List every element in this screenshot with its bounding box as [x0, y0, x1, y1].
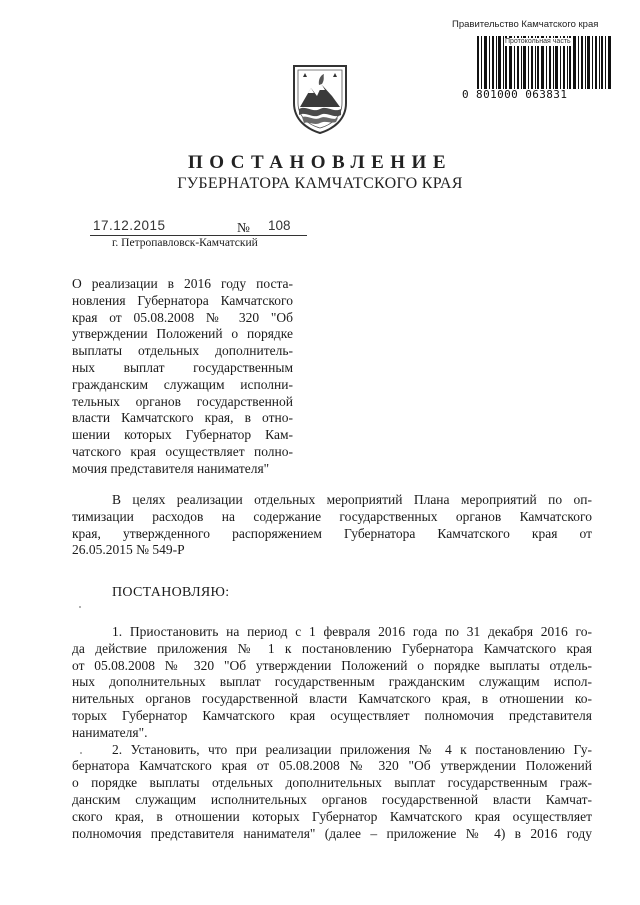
item-line: нительных органов государственной власти Камчатского края, в отношении ко-: [72, 691, 592, 707]
preamble-paragraph: [72, 492, 592, 559]
preamble-line: тимизации расходов на содержание государственных органов Камчатского: [72, 508, 592, 524]
item-line: 1. Приостановить на период с 1 февраля 2016 года по 31 декабря 2016 го-: [112, 624, 592, 639]
scan-speck: [79, 606, 81, 608]
government-stamp-label: Правительство Камчатского края: [452, 19, 599, 30]
document-subject: [72, 276, 293, 478]
document-number-label: №: [237, 220, 250, 235]
subject-line: чатского края осуществляет полно-: [72, 443, 293, 459]
scan-speck: [80, 752, 82, 754]
barcode-number: 0 801000 063831: [462, 88, 568, 101]
subject-line: шении которых Губернатор Кам-: [72, 427, 293, 443]
preamble-line: В целях реализации отдельных мероприятий Плана мероприятий по оп-: [112, 492, 592, 507]
item-line: 2. Установить, что при реализации приложения № 4 к постановлению Гу-: [112, 741, 592, 757]
subject-line: О реализации в 2016 году поста-: [72, 276, 293, 291]
item-line: нанимателя".: [72, 724, 148, 740]
item-line: полномочия представителя нанимателя" (далее – приложение № 4) в 2016 году: [72, 825, 592, 841]
item-line: да действие приложения № 1 к постановлению Губернатора Камчатского края: [72, 640, 592, 656]
kamchatka-coat-of-arms-icon: [291, 63, 349, 135]
document-city: г. Петропавловск-Камчатский: [112, 237, 258, 249]
subject-line: выплаты отдельных дополнитель-: [72, 343, 293, 359]
decree-item-1: [72, 624, 592, 742]
document-title: ПОСТАНОВЛЕНИЕ: [187, 152, 453, 173]
item-line: от 05.08.2008 № 320 "Об утверждении Положений о порядке выплаты отдель-: [72, 657, 592, 673]
subject-line: края от 05.08.2008 № 320 "Об: [72, 309, 293, 325]
subject-line: новления Губернатора Камчатского: [72, 292, 293, 308]
document-subtitle: ГУБЕРНАТОРА КАМЧАТСКОГО КРАЯ: [177, 175, 463, 192]
document-date: 17.12.2015: [93, 218, 166, 233]
decree-item-2: [72, 742, 592, 843]
item-line: бернатора Камчатского края от 05.08.2008 № 320 "Об утверждении Положений: [72, 758, 592, 774]
document-number: 108: [268, 218, 291, 233]
decree-word: ПОСТАНОВЛЯЮ:: [112, 585, 230, 600]
subject-line: утверждении Положений о порядке: [72, 326, 293, 342]
item-line: данским служащим исполнительных органов государственной власти Камчат-: [72, 791, 592, 807]
item-line: торых Губернатор Камчатского края осуществляет полномочия представителя: [72, 707, 592, 723]
subject-line: тельных органов государственной: [72, 393, 293, 409]
item-line: ных дополнительных выплат государственным гражданским служащим испол-: [72, 674, 592, 690]
subject-line: гражданским служащим исполни-: [72, 376, 293, 392]
decree-items: [72, 624, 592, 842]
subject-line: власти Камчатского края, в отно-: [72, 410, 293, 426]
subject-line: ных выплат государственным: [72, 359, 293, 375]
item-line: о порядке выплаты отдельных дополнительных выплат государственным граж-: [72, 775, 592, 791]
item-line: ского края, в отношении которых Губернатор Камчатского края осуществляет: [72, 808, 592, 824]
preamble-line: края, утвержденного распоряжением Губернатора Камчатского края от: [72, 525, 592, 541]
preamble-line: 26.05.2015 № 549-Р: [72, 542, 185, 558]
protocol-part-label: Протокольная часть: [505, 38, 571, 45]
subject-line: мочия представителя нанимателя": [72, 460, 270, 476]
